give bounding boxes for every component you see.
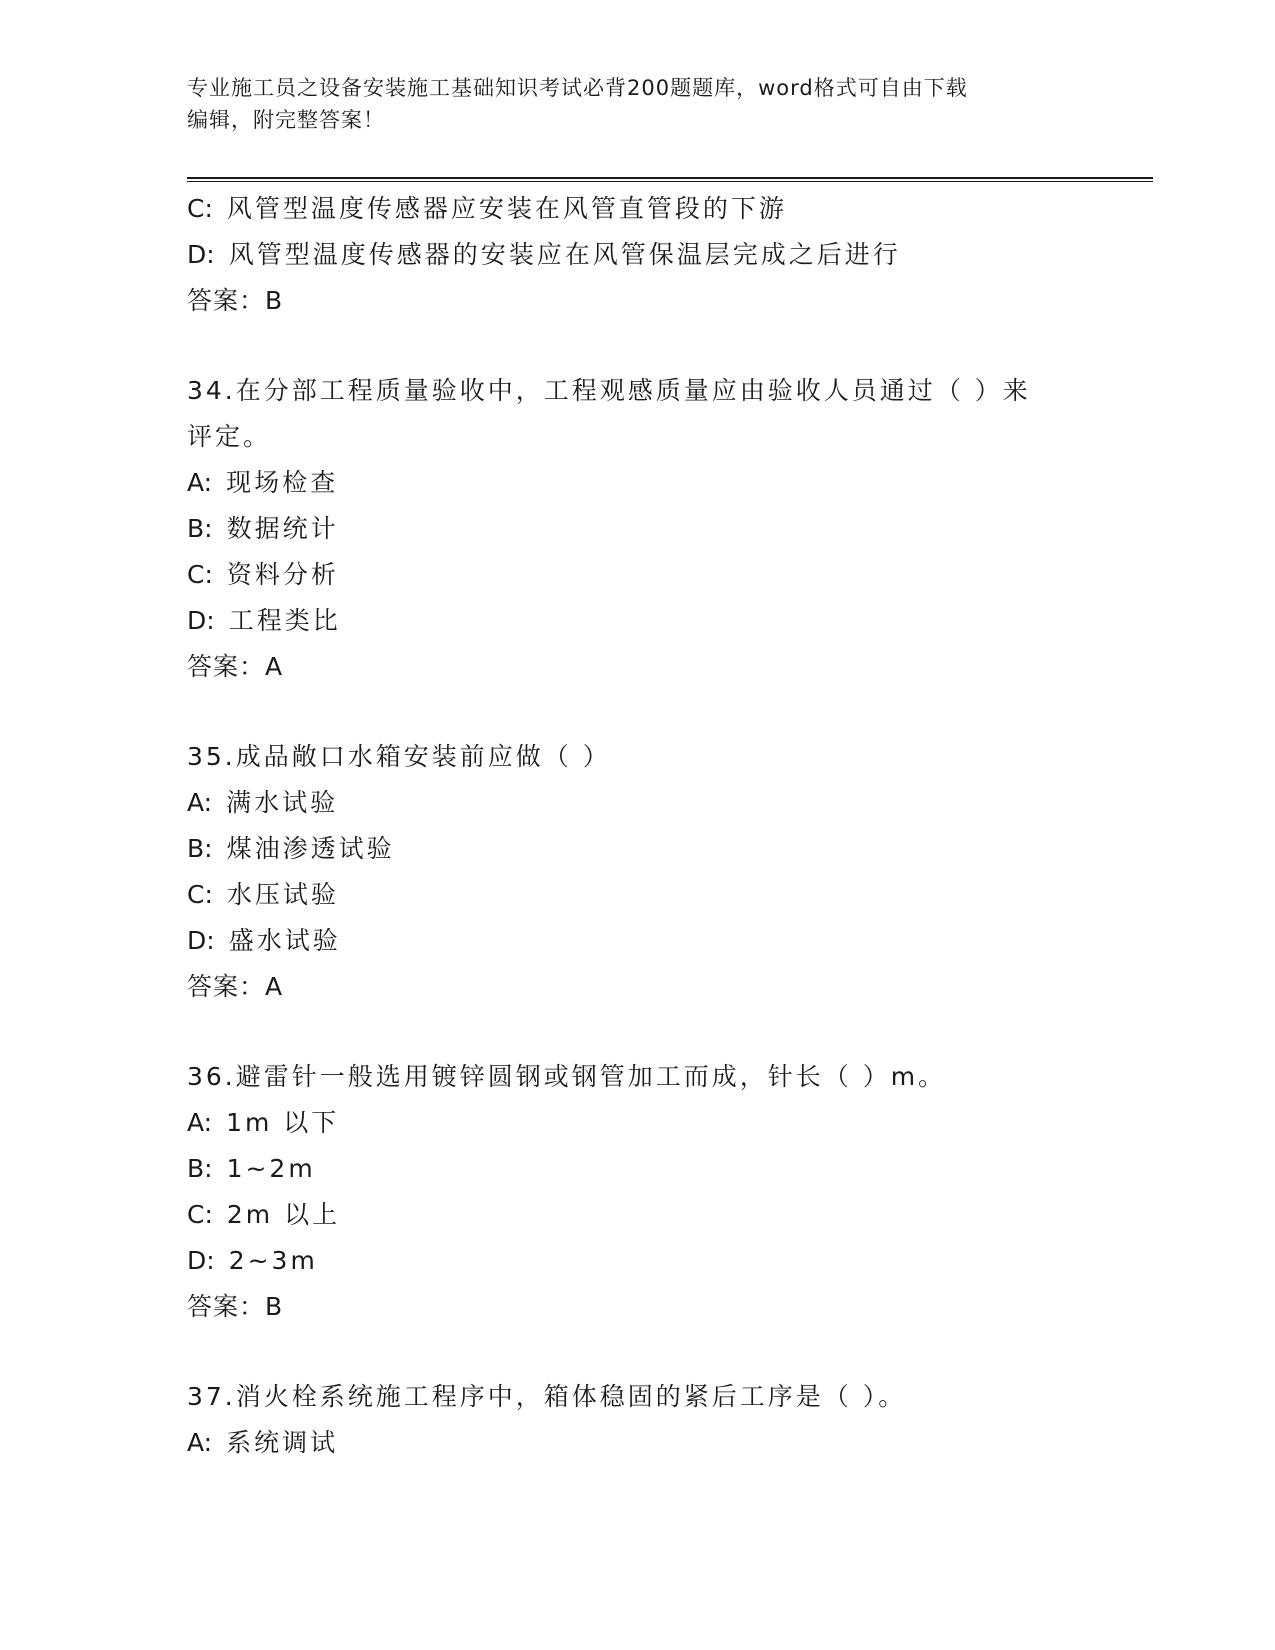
option-a — [187, 1100, 1107, 1146]
option-b — [187, 826, 1107, 872]
spacer — [187, 690, 1107, 734]
question-stem: 36.避雷针一般选用镀锌圆钢或钢管加工而成，针长（ ）m。 — [187, 1062, 947, 1091]
spacer — [187, 324, 1107, 368]
option-text: 1m 以下 — [226, 1108, 340, 1137]
option-d — [187, 598, 1107, 644]
option-letter: D: — [187, 240, 215, 269]
option-text: 1~2m — [226, 1154, 316, 1183]
answer-label: 答案： — [187, 972, 266, 1001]
question-34 — [187, 368, 1107, 690]
spacer — [187, 1010, 1107, 1054]
option-letter: B: — [187, 834, 213, 863]
option-d — [187, 1238, 1107, 1284]
option-text: 资料分析 — [226, 560, 339, 589]
option-letter: A: — [187, 788, 213, 817]
option-text: 数据统计 — [226, 514, 339, 543]
option-text: 水压试验 — [226, 880, 339, 909]
option-letter: A: — [187, 1428, 213, 1457]
header-divider-thin — [187, 181, 1153, 182]
answer — [187, 644, 1107, 690]
option-a — [187, 1420, 1107, 1466]
header-title-line-1: 专业施工员之设备安装施工基础知识考试必背200题题库，word格式可自由下载 — [187, 76, 968, 100]
option-letter: C: — [187, 880, 213, 909]
option-letter: D: — [187, 606, 215, 635]
option-d — [187, 232, 1107, 278]
answer-label: 答案： — [187, 1292, 266, 1321]
option-b — [187, 506, 1107, 552]
option-c — [187, 552, 1107, 598]
question-37 — [187, 1374, 1107, 1466]
option-text: 工程类比 — [228, 606, 341, 635]
answer-value: B — [265, 286, 283, 315]
header-title-line-2: 编辑，附完整答案！ — [187, 108, 385, 132]
question-stem: 35.成品敞口水箱安装前应做（ ） — [187, 742, 611, 771]
answer-value: B — [265, 1292, 283, 1321]
option-c — [187, 1192, 1107, 1238]
answer-label: 答案： — [187, 652, 266, 681]
option-a — [187, 780, 1107, 826]
option-text: 现场检查 — [226, 468, 339, 497]
option-letter: D: — [187, 1246, 215, 1275]
question-list — [187, 186, 1107, 1466]
answer — [187, 1284, 1107, 1330]
question-stem-continued: 评定。 — [187, 422, 272, 451]
question-36 — [187, 1054, 1107, 1330]
question-stem: 34.在分部工程质量验收中，工程观感质量应由验收人员通过（ ）来 — [187, 376, 1031, 405]
option-letter: A: — [187, 1108, 213, 1137]
option-letter: C: — [187, 194, 213, 223]
option-c — [187, 186, 1107, 232]
option-c — [187, 872, 1107, 918]
answer-value: A — [265, 652, 283, 681]
option-text: 系统调试 — [226, 1428, 339, 1457]
option-text: 满水试验 — [226, 788, 339, 817]
page-header — [187, 72, 1067, 136]
question-35 — [187, 734, 1107, 1010]
option-a — [187, 460, 1107, 506]
option-letter: C: — [187, 1200, 213, 1229]
spacer — [187, 1330, 1107, 1374]
option-text: 盛水试验 — [228, 926, 341, 955]
question-stem: 37.消火栓系统施工程序中，箱体稳固的紧后工序是（ ）。 — [187, 1382, 907, 1411]
answer — [187, 278, 1107, 324]
header-divider-thick — [187, 177, 1153, 179]
option-text: 风管型温度传感器的安装应在风管保温层完成之后进行 — [228, 240, 901, 269]
answer-label: 答案： — [187, 286, 266, 315]
option-text: 煤油渗透试验 — [226, 834, 395, 863]
question-33-tail — [187, 186, 1107, 324]
option-text: 2~3m — [228, 1246, 318, 1275]
option-text: 2m 以上 — [226, 1200, 341, 1229]
option-letter: B: — [187, 514, 213, 543]
answer-value: A — [265, 972, 283, 1001]
option-letter: D: — [187, 926, 215, 955]
option-text: 风管型温度传感器应安装在风管直管段的下游 — [226, 194, 787, 223]
option-letter: C: — [187, 560, 213, 589]
option-letter: B: — [187, 1154, 213, 1183]
option-d — [187, 918, 1107, 964]
option-b — [187, 1146, 1107, 1192]
answer — [187, 964, 1107, 1010]
option-letter: A: — [187, 468, 213, 497]
